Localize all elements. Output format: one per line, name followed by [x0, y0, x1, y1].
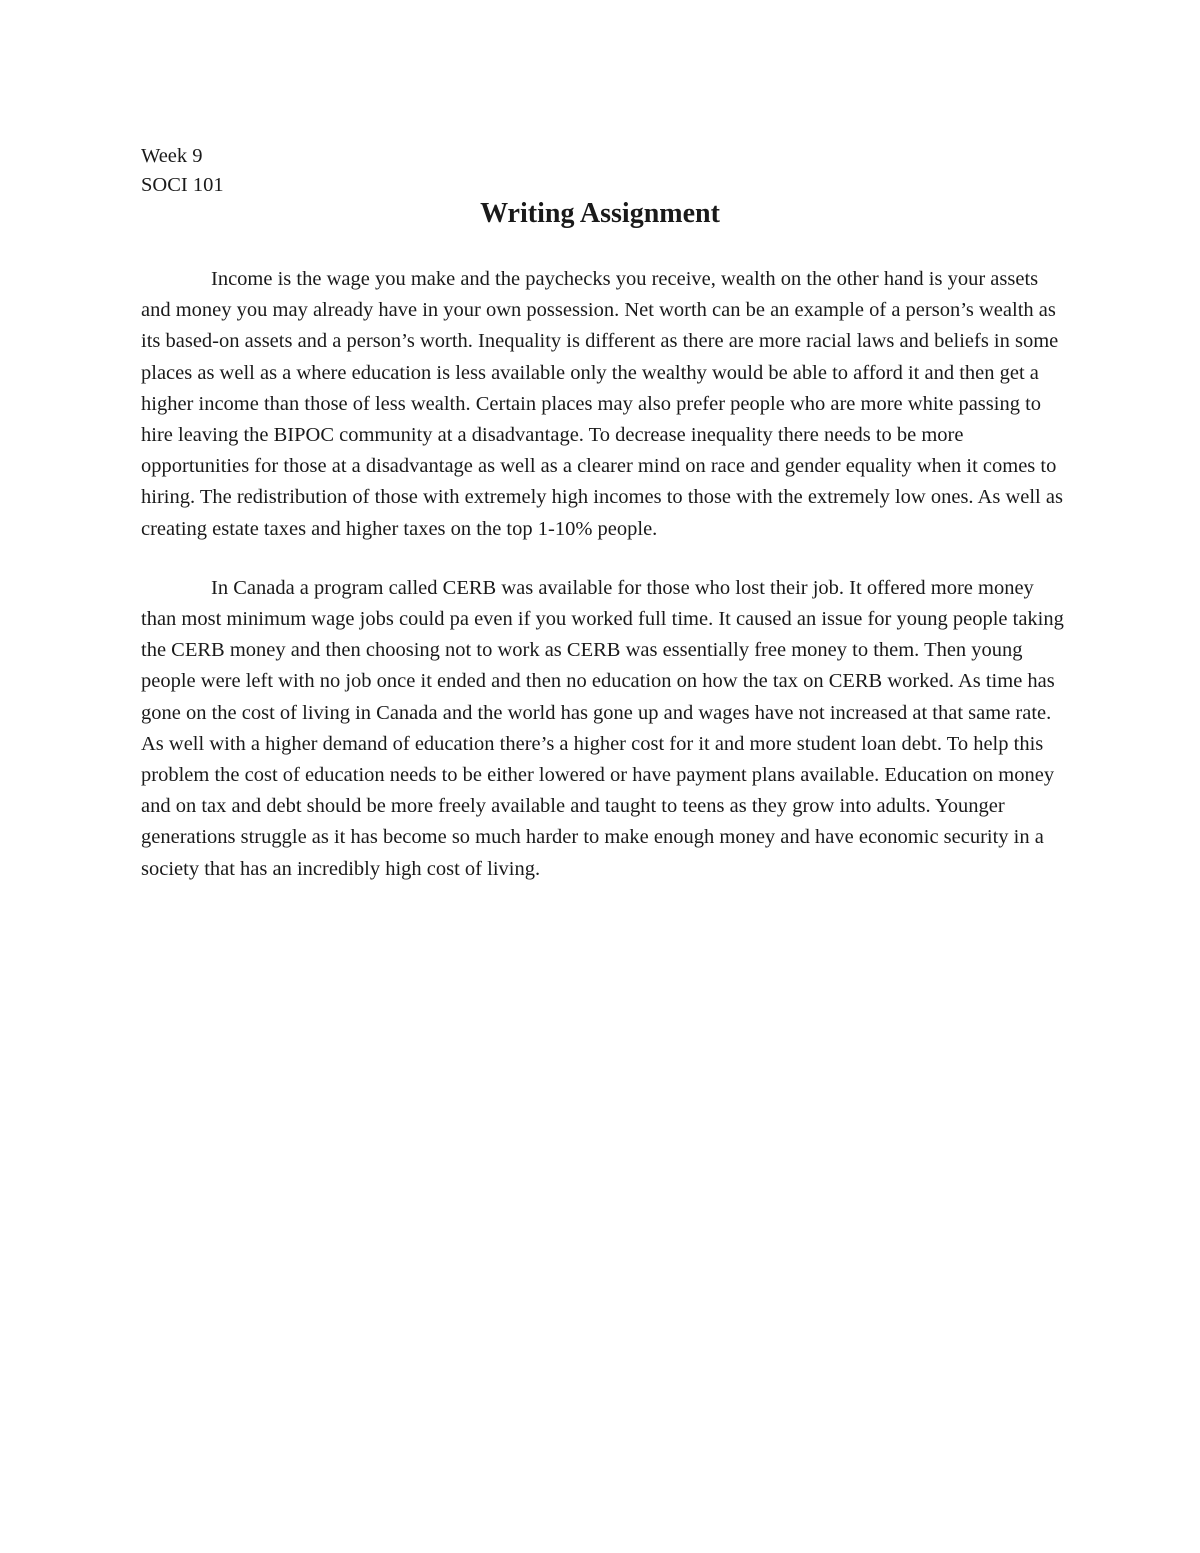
document-body: [141, 264, 1066, 913]
document-title: Writing Assignment: [480, 198, 720, 229]
document-header: [141, 142, 224, 200]
paragraph-income-wealth: Income is the wage you make and the paychecks you receive, wealth on the other hand is your assets and money you may already have in your own possession. Net worth can be an example of a person’s wealth as its based-on assets and a person’s worth. Inequality is different as there are more racial laws and beliefs in some places as well as a where education is less available only the wealthy would be able to afford it and then get a higher income than those of less wealth. Certain places may also prefer people who are more white passing to hire leaving the BIPOC community at a disadvantage. To decrease inequality there needs to be more opportunities for those at a disadvantage as well as a clearer mind on race and gender equality when it comes to hiring. The redistribution of those with extremely high incomes to those with the extremely low ones. As well as creating estate taxes and higher taxes on the top 1-10% people.: [141, 268, 1063, 540]
week-label: Week 9: [141, 145, 203, 167]
paragraph-cerb: In Canada a program called CERB was available for those who lost their job. It offered more money than most minimum wage jobs could pa even if you worked full time. It caused an issue for young people taking the CERB money and then choosing not to work as CERB was essentially free money to them. Then young people were left with no job once it ended and then no education on how the tax on CERB worked. As time has gone on the cost of living in Canada and the world has gone up and wages have not increased at that same rate. As well with a higher demand of education there’s a higher cost for it and more student loan debt. To help this problem the cost of education needs to be either lowered or have payment plans available. Education on money and on tax and debt should be more freely available and taught to teens as they grow into adults. Younger generations struggle as it has become so much harder to make enough money and have economic security in a society that has an incredibly high cost of living.: [141, 576, 1064, 880]
course-label: SOCI 101: [141, 174, 224, 196]
